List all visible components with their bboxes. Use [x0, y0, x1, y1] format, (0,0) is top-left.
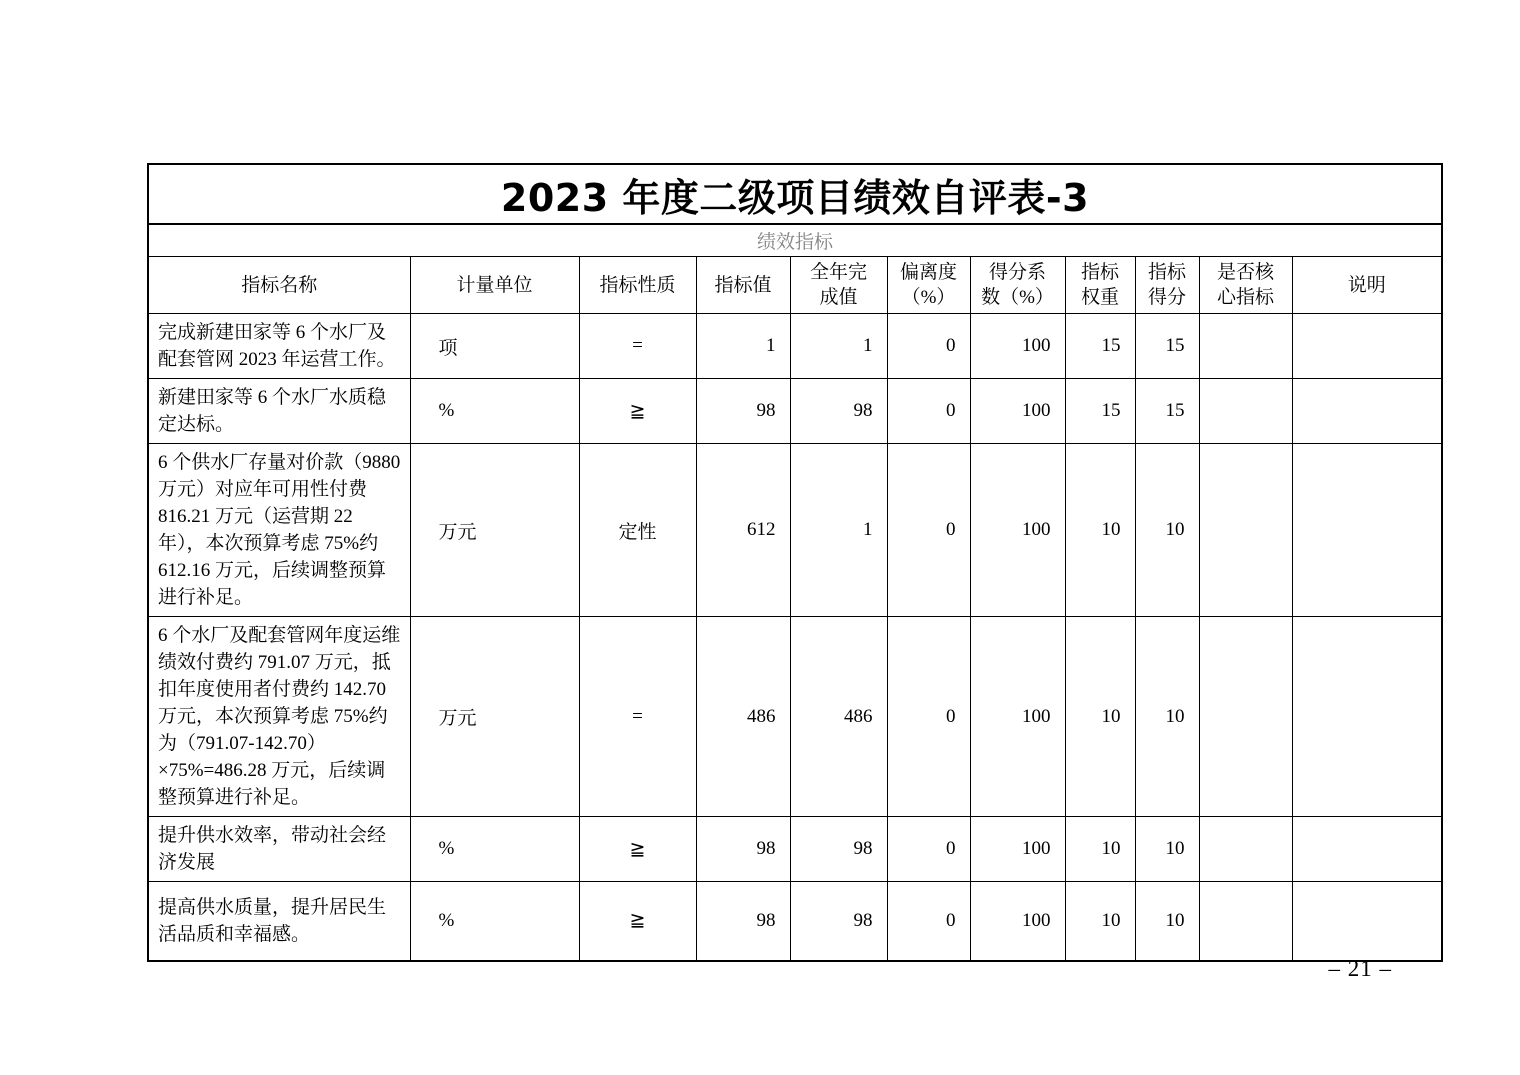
- cell-indicator-name: 提高供水质量，提升居民生活品质和幸福感。: [149, 882, 410, 960]
- cell-unit: 万元: [410, 444, 579, 617]
- page-number: – 21 –: [1328, 956, 1392, 981]
- cell-target-value: 612: [696, 444, 790, 617]
- cell-unit: 项: [410, 314, 579, 379]
- cell-target-value: 98: [696, 379, 790, 444]
- column-header-unit: 计量单位: [410, 257, 579, 314]
- cell-target-value: 1: [696, 314, 790, 379]
- cell-weight: 10: [1065, 882, 1135, 960]
- cell-score-coefficient: 100: [970, 817, 1065, 882]
- cell-weight: 10: [1065, 817, 1135, 882]
- cell-core-indicator: [1199, 882, 1292, 960]
- cell-core-indicator: [1199, 817, 1292, 882]
- table-row: [149, 817, 1441, 882]
- cell-weight: 10: [1065, 444, 1135, 617]
- cell-core-indicator: [1199, 379, 1292, 444]
- cell-note: [1292, 817, 1441, 882]
- cell-annual-completion: 98: [790, 882, 887, 960]
- cell-unit: %: [410, 379, 579, 444]
- cell-unit: 万元: [410, 617, 579, 817]
- cell-note: [1292, 617, 1441, 817]
- cell-deviation: 0: [887, 314, 970, 379]
- cell-deviation: 0: [887, 817, 970, 882]
- cell-score: 15: [1135, 314, 1199, 379]
- cell-core-indicator: [1199, 314, 1292, 379]
- cell-note: [1292, 882, 1441, 960]
- column-header-score-coefficient: 得分系 数（%）: [970, 257, 1065, 314]
- cell-weight: 15: [1065, 379, 1135, 444]
- section-header-row: [149, 225, 1441, 257]
- column-header-note: 说明: [1292, 257, 1441, 314]
- cell-weight: 10: [1065, 617, 1135, 817]
- cell-nature: =: [579, 314, 696, 379]
- cell-indicator-name: 6 个水厂及配套管网年度运维绩效付费约 791.07 万元，抵扣年度使用者付费约 142.70 万元，本次预算考虑 75%约为（791.07-142.70）×75%=486.28 万元，后续调整预算进行补足。: [149, 617, 410, 817]
- cell-weight: 15: [1065, 314, 1135, 379]
- table-row: [149, 444, 1441, 617]
- cell-indicator-name: 提升供水效率，带动社会经济发展: [149, 817, 410, 882]
- cell-deviation: 0: [887, 882, 970, 960]
- column-header-row: [149, 257, 1441, 314]
- column-header-deviation: 偏离度 （%）: [887, 257, 970, 314]
- cell-indicator-name: 新建田家等 6 个水厂水质稳定达标。: [149, 379, 410, 444]
- column-header-target-value: 指标值: [696, 257, 790, 314]
- column-header-indicator-name: 指标名称: [149, 257, 410, 314]
- cell-score-coefficient: 100: [970, 314, 1065, 379]
- cell-nature: ≧: [579, 379, 696, 444]
- table-row: [149, 882, 1441, 960]
- document-title: 2023 年度二级项目绩效自评表-3: [500, 175, 1090, 220]
- cell-score: 15: [1135, 379, 1199, 444]
- cell-unit: %: [410, 882, 579, 960]
- document-title-box: [149, 165, 1441, 225]
- table-row: [149, 617, 1441, 817]
- section-header-performance-indicators: 绩效指标: [149, 225, 1441, 257]
- column-header-core-indicator: 是否核 心指标: [1199, 257, 1292, 314]
- cell-core-indicator: [1199, 617, 1292, 817]
- cell-annual-completion: 1: [790, 444, 887, 617]
- cell-score-coefficient: 100: [970, 882, 1065, 960]
- cell-note: [1292, 444, 1441, 617]
- cell-nature: ≧: [579, 817, 696, 882]
- cell-target-value: 98: [696, 882, 790, 960]
- cell-nature: 定性: [579, 444, 696, 617]
- column-header-nature: 指标性质: [579, 257, 696, 314]
- cell-unit: %: [410, 817, 579, 882]
- cell-score-coefficient: 100: [970, 379, 1065, 444]
- cell-score-coefficient: 100: [970, 617, 1065, 817]
- table-row: [149, 379, 1441, 444]
- cell-target-value: 98: [696, 817, 790, 882]
- cell-annual-completion: 98: [790, 379, 887, 444]
- cell-nature: =: [579, 617, 696, 817]
- cell-annual-completion: 1: [790, 314, 887, 379]
- cell-score: 10: [1135, 817, 1199, 882]
- cell-target-value: 486: [696, 617, 790, 817]
- evaluation-sheet: [147, 163, 1443, 962]
- cell-score: 10: [1135, 882, 1199, 960]
- cell-score: 10: [1135, 444, 1199, 617]
- cell-indicator-name: 完成新建田家等 6 个水厂及配套管网 2023 年运营工作。: [149, 314, 410, 379]
- column-header-score: 指标 得分: [1135, 257, 1199, 314]
- cell-deviation: 0: [887, 617, 970, 817]
- table-row: [149, 314, 1441, 379]
- cell-score-coefficient: 100: [970, 444, 1065, 617]
- cell-note: [1292, 379, 1441, 444]
- cell-core-indicator: [1199, 444, 1292, 617]
- cell-deviation: 0: [887, 379, 970, 444]
- cell-score: 10: [1135, 617, 1199, 817]
- cell-indicator-name: 6 个供水厂存量对价款（9880 万元）对应年可用性付费 816.21 万元（运营期 22 年），本次预算考虑 75%约 612.16 万元，后续调整预算进行补足。: [149, 444, 410, 617]
- cell-nature: ≧: [579, 882, 696, 960]
- cell-annual-completion: 486: [790, 617, 887, 817]
- performance-indicator-table: [149, 225, 1441, 960]
- cell-note: [1292, 314, 1441, 379]
- column-header-annual-completion: 全年完 成值: [790, 257, 887, 314]
- cell-annual-completion: 98: [790, 817, 887, 882]
- cell-deviation: 0: [887, 444, 970, 617]
- column-header-weight: 指标 权重: [1065, 257, 1135, 314]
